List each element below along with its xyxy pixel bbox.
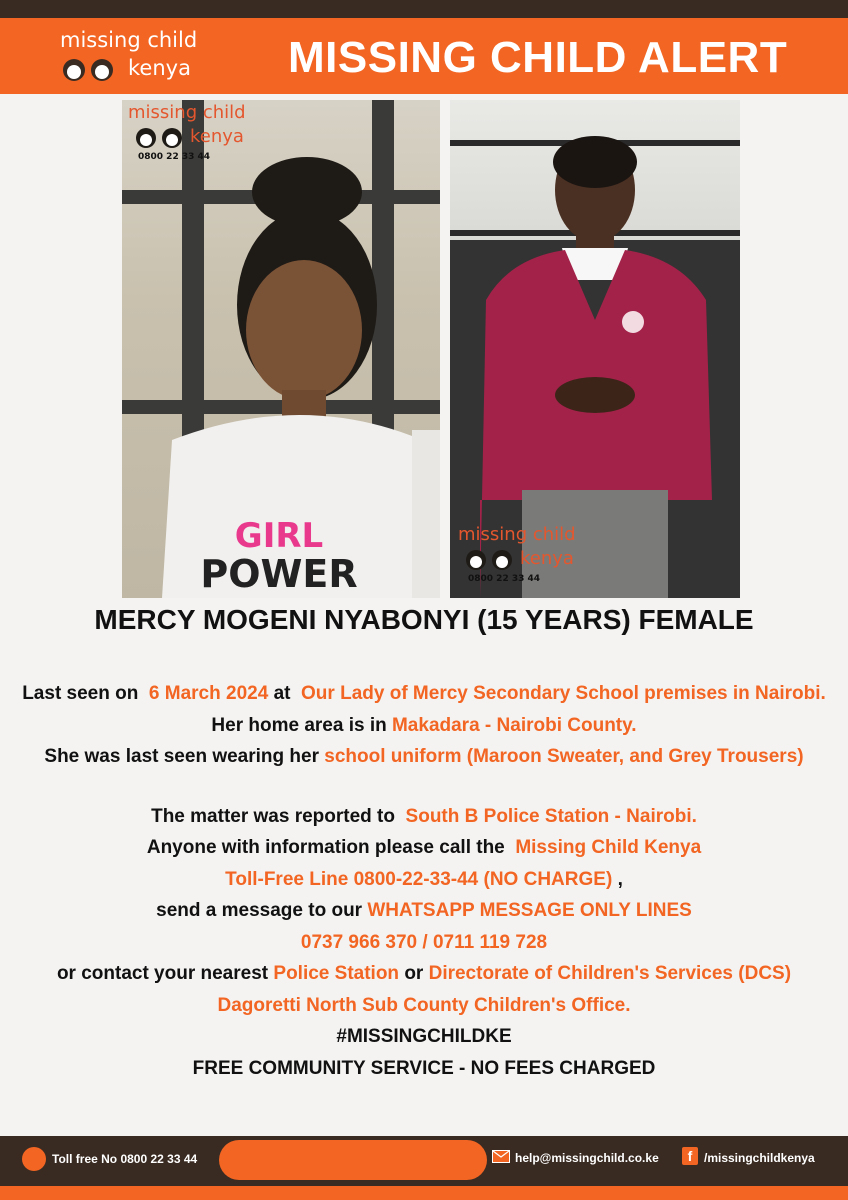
child-name-heading: MERCY MOGENI NYABONYI (15 YEARS) FEMALE (94, 604, 754, 635)
mail-icon (492, 1150, 510, 1163)
message-prefix: send a message to our (156, 900, 363, 921)
watermark-faces-icon (134, 126, 190, 150)
top-dark-bar (0, 0, 848, 18)
watermark-line-1: missing child (458, 524, 576, 545)
toll-free-number: Toll-Free Line 0800-22-33-44 (NO CHARGE) (225, 868, 613, 890)
whatsapp-label: WHATSAPP MESSAGE ONLY LINES (367, 900, 692, 921)
reported-line (0, 801, 848, 833)
phone-icon (22, 1147, 46, 1171)
toll-free-comma: , (617, 868, 623, 890)
last-seen-prefix: Last seen on (22, 683, 139, 704)
last-seen-location: Our Lady of Mercy Secondary School premises in Nairobi. (301, 683, 826, 704)
contact-paragraph (0, 958, 848, 1021)
contact-or: or (404, 963, 424, 984)
alert-title: MISSING CHILD ALERT (288, 33, 788, 82)
home-prefix: Her home area is in (211, 714, 387, 736)
footer-facebook-link[interactable]: /missingchildkenya (704, 1151, 815, 1165)
shirt-text-girl: GIRL (234, 516, 324, 556)
children-faces-icon (60, 56, 126, 84)
footer-email-link[interactable]: help@missingchild.co.ke (515, 1151, 659, 1165)
police-station-name: South B Police Station - Nairobi. (405, 805, 697, 827)
watermark-phone: 0800 22 33 44 (468, 574, 541, 584)
hashtag: #MISSINGCHILDKE (336, 1026, 512, 1047)
watermark-phone: 0800 22 33 44 (138, 152, 211, 162)
whatsapp-numbers: 0737 966 370 / 0711 119 728 (300, 931, 548, 953)
spacer (0, 773, 848, 801)
last-seen-at: at (273, 683, 291, 704)
home-area-line (0, 710, 848, 742)
last-seen-paragraph (0, 678, 848, 710)
photo-watermark (128, 102, 328, 172)
contact-prefix: or contact your nearest (56, 963, 269, 984)
call-prefix: Anyone with information please call the (146, 837, 505, 858)
wearing-prefix: She was last seen wearing her (44, 746, 319, 767)
contact-footer (0, 1136, 848, 1186)
contact-dcs: Directorate of Children's Services (DCS) Dagoretti North Sub County Children's Office. (217, 963, 792, 1016)
logo-line-1: missing child (60, 28, 198, 52)
missing-child-kenya-logo (58, 26, 208, 88)
bottom-orange-strip (0, 1186, 848, 1200)
whatsapp-numbers-line (0, 927, 848, 959)
footer-toll-free: Toll free No 0800 22 33 44 (52, 1152, 198, 1166)
child-photo-casual (122, 100, 440, 598)
watermark-line-1: missing child (128, 102, 246, 123)
photo-watermark (458, 524, 658, 594)
alert-header (0, 18, 848, 94)
watermark-line-2: kenya (190, 126, 244, 147)
shirt-print (184, 518, 374, 594)
message-line (0, 895, 848, 927)
alert-details (0, 678, 848, 1084)
last-seen-date: 6 March 2024 (148, 683, 269, 704)
watermark-faces-icon (464, 548, 520, 572)
clothing-description: school uniform (Maroon Sweater, and Grey Trousers) (324, 746, 804, 767)
toll-free-line (0, 864, 848, 896)
shirt-text-power: POWER (200, 552, 358, 596)
org-name: Missing Child Kenya (515, 837, 702, 858)
contact-police: Police Station (273, 963, 400, 984)
reported-prefix: The matter was reported to (151, 805, 395, 827)
footer-highlight-pill (219, 1140, 487, 1180)
child-photo-uniform (450, 100, 740, 598)
facebook-icon: f (682, 1147, 698, 1165)
free-service-note: FREE COMMUNITY SERVICE - NO FEES CHARGED (192, 1057, 656, 1079)
call-line (0, 832, 848, 864)
home-area: Makadara - Nairobi County. (391, 714, 637, 736)
clothing-paragraph (0, 741, 848, 773)
watermark-line-2: kenya (520, 548, 574, 569)
logo-line-2: kenya (128, 56, 191, 80)
